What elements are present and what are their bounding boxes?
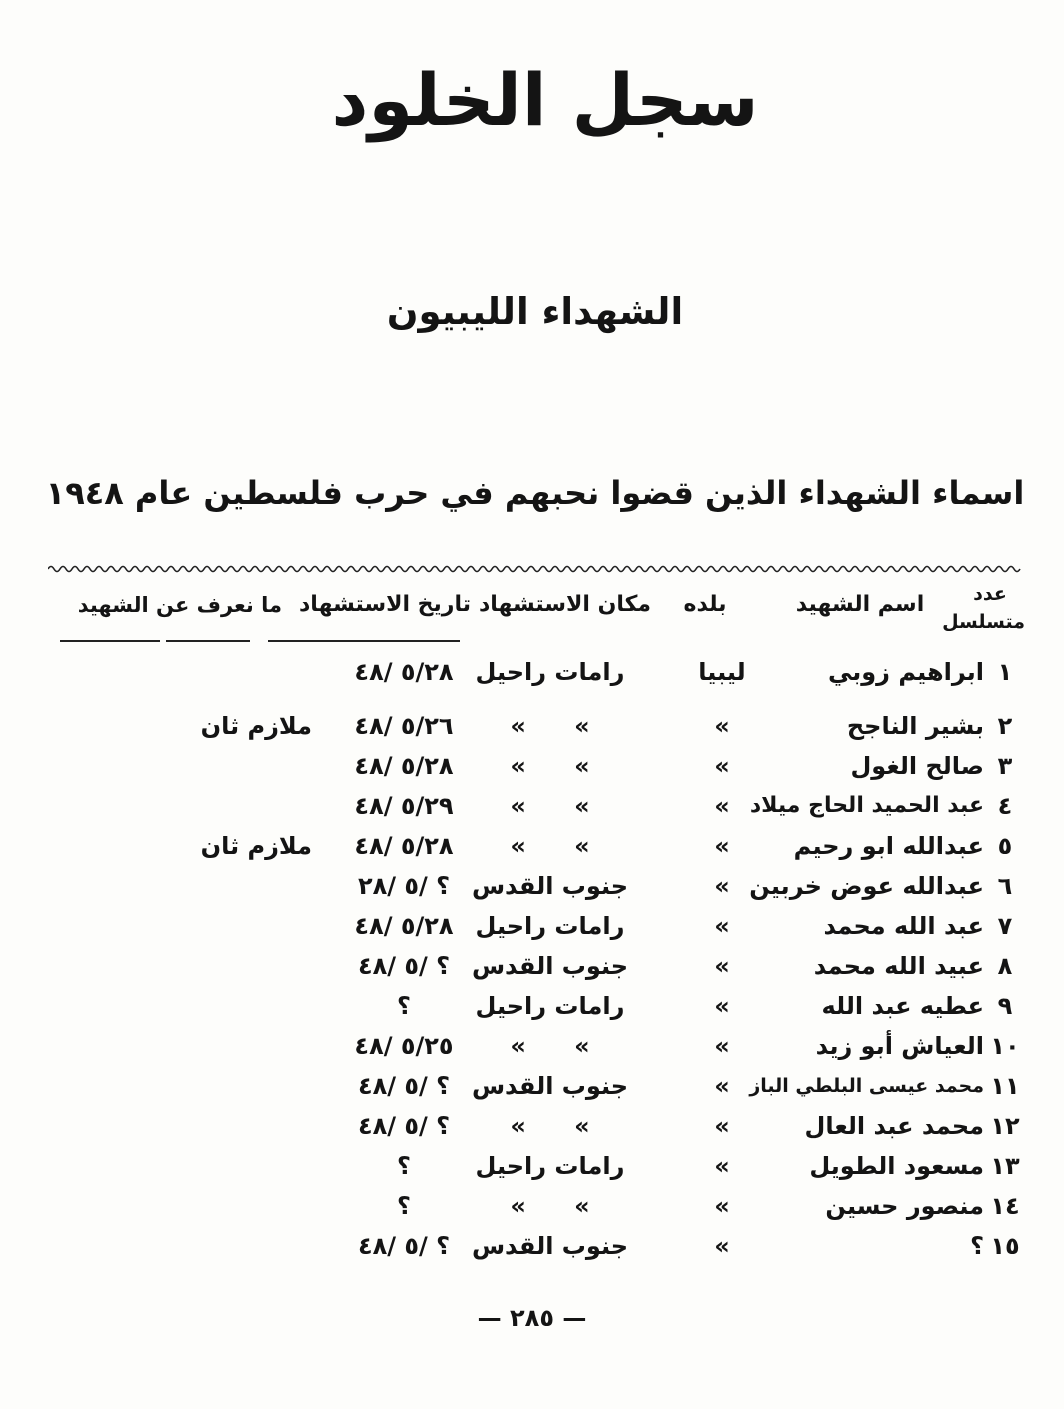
serial-number: ١٣ [990, 1152, 1020, 1180]
martyr-notes [140, 746, 312, 786]
martyrdom-date: ؟ [397, 1192, 411, 1220]
table-row [0, 652, 1064, 692]
martyrdom-date: ٤٨/ ٥/٢٦ [354, 712, 454, 740]
book-title: سجل الخلود [331, 58, 759, 142]
martyr-notes [140, 1186, 312, 1226]
martyrdom-date: ؟ [397, 1152, 411, 1180]
martyrdom-date: ٤٨/ ٥/٢٨ [354, 912, 454, 940]
martyr-name: ؟ [970, 1232, 984, 1260]
martyr-name: العياش أبو زيد [815, 1032, 984, 1060]
martyrdom-place: جنوب القدس [471, 872, 629, 900]
header-town: بلده [683, 592, 727, 617]
header-underline [268, 640, 460, 642]
martyrdom-date: ٤٨/ ٥/ ؟ [357, 1112, 451, 1140]
hometown: » [714, 912, 730, 940]
serial-number: ١٥ [990, 1232, 1020, 1260]
martyrdom-place: رامات راحيل [475, 658, 625, 686]
martyr-name: عبد الله محمد [823, 912, 984, 940]
serial-number: ٣ [997, 752, 1013, 780]
table-row [0, 826, 1064, 866]
table-row [0, 866, 1064, 906]
serial-number: ٩ [997, 992, 1013, 1020]
serial-number: ١١ [990, 1072, 1020, 1100]
martyr-notes [140, 1146, 312, 1186]
hometown: » [714, 1112, 730, 1140]
table-row [0, 1066, 1064, 1106]
table-row [0, 946, 1064, 986]
martyr-name: محمد عبد العال [804, 1112, 984, 1140]
martyr-name: عبد الحميد الحاج ميلاد [749, 793, 984, 818]
martyr-notes [140, 986, 312, 1026]
serial-number: ٦ [997, 872, 1013, 900]
martyr-notes [140, 866, 312, 906]
martyrdom-place: » » [510, 832, 590, 860]
serial-number: ١ [997, 658, 1013, 686]
martyr-name: بشير الناجح [846, 712, 984, 740]
martyrdom-place: جنوب القدس [471, 952, 629, 980]
martyrdom-date: ٤٨/ ٥/٢٩ [354, 792, 454, 820]
table-row [0, 786, 1064, 826]
martyr-name: صالح الغول [850, 752, 984, 780]
martyr-name: عطيه عبد الله [821, 992, 984, 1020]
hometown: » [714, 1152, 730, 1180]
martyr-notes [140, 786, 312, 826]
header-date: تاريخ الاستشهاد [299, 592, 471, 617]
martyrdom-date: ٤٨/ ٥/٢٨ [354, 832, 454, 860]
martyrdom-place: رامات راحيل [475, 912, 625, 940]
table-row [0, 986, 1064, 1026]
martyr-notes [140, 1026, 312, 1066]
hometown: » [714, 1232, 730, 1260]
serial-number: ٥ [997, 832, 1013, 860]
martyr-name: مسعود الطويل [809, 1152, 984, 1180]
table-row [0, 746, 1064, 786]
header-serial [942, 580, 1025, 636]
martyrdom-date: ؟ [397, 992, 411, 1020]
martyr-name: عبدالله عوض خربين [749, 872, 984, 900]
hometown: » [714, 792, 730, 820]
header-notes: ما نعرف عن الشهيد [77, 593, 282, 617]
martyrdom-place: » » [510, 1192, 590, 1220]
martyrdom-place: رامات راحيل [475, 1152, 625, 1180]
martyrdom-place: رامات راحيل [475, 992, 625, 1020]
serial-number: ٨ [997, 952, 1013, 980]
serial-number: ٢ [997, 712, 1013, 740]
martyr-name: محمد عيسى البلطي الباز [749, 1075, 984, 1097]
martyrs-table [0, 652, 1064, 1266]
table-row [0, 906, 1064, 946]
page-number: — ٢٨٥ — [477, 1304, 587, 1332]
martyr-notes [140, 652, 312, 692]
serial-number: ٤ [997, 792, 1013, 820]
martyrdom-date: ٢٨/ ٥/ ؟ [357, 872, 451, 900]
table-row [0, 1226, 1064, 1266]
martyrdom-date: ٤٨/ ٥/ ؟ [357, 952, 451, 980]
martyrdom-date: ٤٨/ ٥/ ؟ [357, 1072, 451, 1100]
serial-number: ١٠ [990, 1032, 1020, 1060]
martyrdom-date: ٤٨/ ٥/٢٨ [354, 752, 454, 780]
hometown: » [714, 752, 730, 780]
table-row [0, 1186, 1064, 1226]
martyrdom-date: ٤٨/ ٥/٢٥ [354, 1032, 454, 1060]
hometown: » [714, 872, 730, 900]
martyrdom-date: ٤٨/ ٥/٢٨ [354, 658, 454, 686]
hometown: ليبيا [698, 658, 746, 686]
table-row [0, 1106, 1064, 1146]
martyrdom-place: » » [510, 1032, 590, 1060]
header-place: مكان الاستشهاد [478, 592, 652, 617]
martyrdom-place: » » [510, 712, 590, 740]
section-subtitle: الشهداء الليبيون [386, 290, 684, 333]
martyrdom-place: » » [510, 752, 590, 780]
header-serial-line2: متسلسل [942, 611, 1025, 633]
martyr-name: عبيد الله محمد [813, 952, 984, 980]
martyr-notes [140, 906, 312, 946]
serial-number: ١٢ [990, 1112, 1020, 1140]
martyr-notes [140, 1226, 312, 1266]
martyrdom-place: » » [510, 792, 590, 820]
martyr-name: منصور حسين [825, 1192, 984, 1220]
serial-number: ٧ [997, 912, 1013, 940]
hometown: » [714, 952, 730, 980]
hometown: » [714, 992, 730, 1020]
hometown: » [714, 832, 730, 860]
martyrdom-place: جنوب القدس [471, 1072, 629, 1100]
martyrdom-place: » » [510, 1112, 590, 1140]
serial-number: ١٤ [990, 1192, 1020, 1220]
martyr-name: ابراهيم زوبي [827, 658, 984, 686]
martyr-notes [140, 1066, 312, 1106]
martyr-notes [140, 1106, 312, 1146]
hometown: » [714, 712, 730, 740]
martyr-notes [140, 946, 312, 986]
table-row [0, 1026, 1064, 1066]
martyr-name: عبدالله ابو رحيم [793, 832, 984, 860]
table-row [0, 706, 1064, 746]
list-heading: اسماء الشهداء الذين قضوا نحبهم في حرب فلسطين عام ١٩٤٨ [45, 474, 1025, 512]
header-serial-line1: عدد [973, 583, 1007, 605]
header-underline [60, 640, 160, 642]
header-name: اسم الشهيد [795, 592, 925, 617]
hometown: » [714, 1072, 730, 1100]
hometown: » [714, 1032, 730, 1060]
martyr-notes: ملازم ثان [200, 832, 312, 860]
martyr-notes: ملازم ثان [200, 712, 312, 740]
table-row [0, 1146, 1064, 1186]
header-underline [166, 640, 250, 642]
wavy-divider [48, 562, 1023, 576]
martyrdom-date: ٤٨/ ٥/ ؟ [357, 1232, 451, 1260]
hometown: » [714, 1192, 730, 1220]
martyrdom-place: جنوب القدس [471, 1232, 629, 1260]
